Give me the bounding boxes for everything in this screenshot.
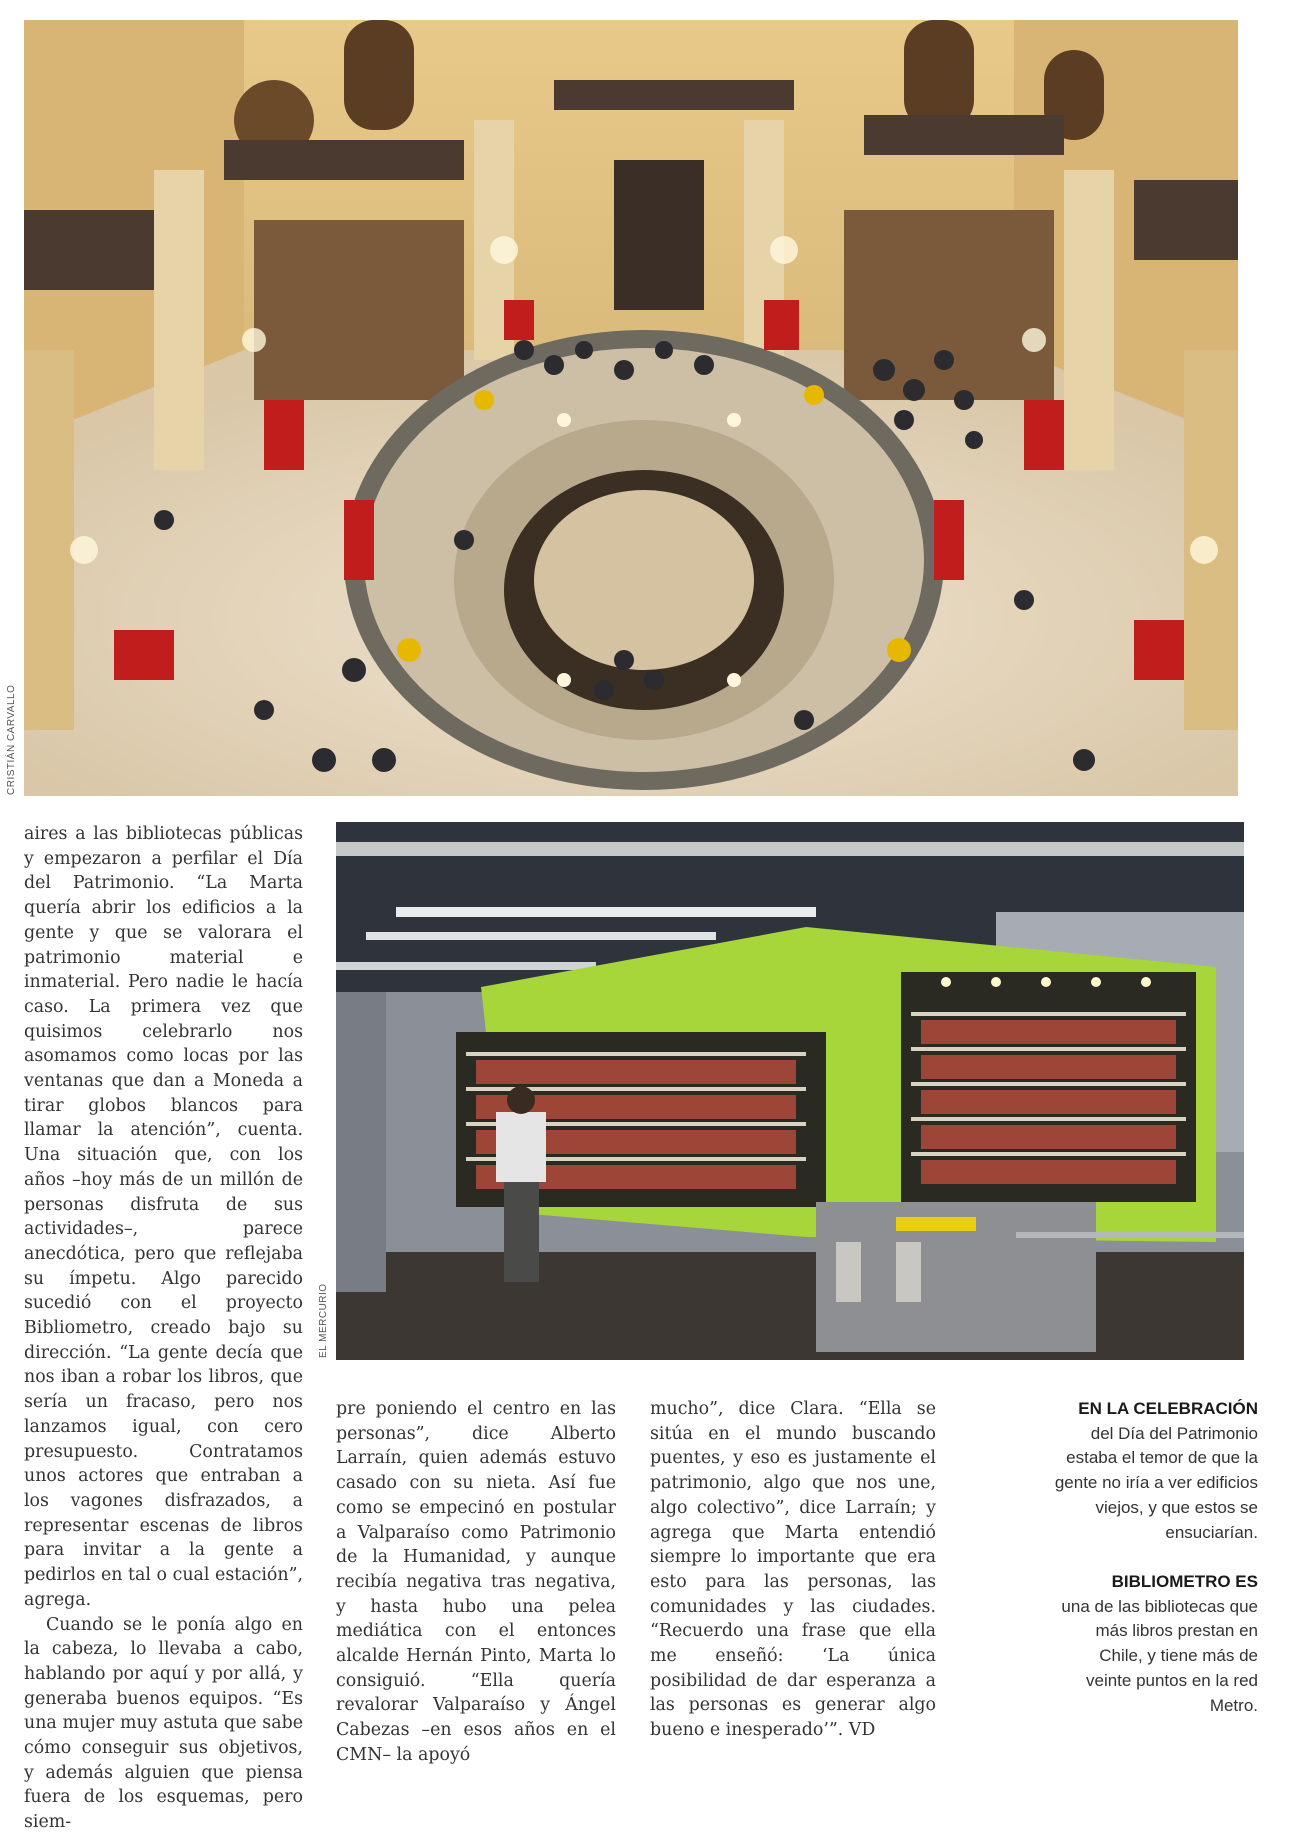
photo-credit-middle: EL MERCURIO <box>318 1283 329 1358</box>
staircase-hall-photo <box>24 20 1238 796</box>
article-column-3 <box>650 1397 936 1743</box>
metro-library-kiosk-photo <box>336 822 1244 1360</box>
caption-body: una de las bibliotecas que más libros prestan en Chile, y tiene más de veinte puntos en la red Metro. <box>1061 1596 1258 1715</box>
caption-heading: BIBLIOMETRO ES <box>1111 1572 1258 1591</box>
article-column-1 <box>24 822 303 1835</box>
caption-celebracion <box>1050 1397 1258 1545</box>
article-paragraph: pre poniendo el centro en las personas”, dice Alberto Larraín, quien además estuvo casado con su nieta. Así fue como se empecinó en postular a Valparaíso como Patrimonio de la Humanidad, y aunque recibía negativa tras negativa, y hasta hubo una pelea mediática con el entonces alcalde Hernán Pinto, Marta lo consiguió. “Ella quería revalorar Valparaíso y Ángel Cabezas –en esos años en el CMN– la apoyó <box>336 1399 616 1765</box>
caption-heading: EN LA CELEBRACIÓN <box>1078 1399 1258 1418</box>
article-paragraph: mucho”, dice Clara. “Ella se sitúa en el mundo buscando puentes, y eso es justamente el patrimonio, algo que nos une, algo colectivo”, dice Larraín; y agrega que Marta entendió siempre lo importante que era esto para las personas, las comunidades y las ciudades. “Recuerdo una frase que ella me enseñó: ‘La única posibilidad de dar esperanza a las personas es generar algo bueno e inesperado’”. VD <box>650 1399 936 1741</box>
article-column-2 <box>336 1397 616 1768</box>
article-paragraph: Cuando se le ponía algo en la cabeza, lo llevaba a cabo, hablando por aquí y por allá, y generaba buenos equipos. “Es una mujer muy astuta que sabe cómo conseguir sus objetivos, y además alguien que piensa fuera de los esquemas, pero siem- <box>24 1614 303 1833</box>
article-paragraph: aires a las bibliotecas públicas y empezaron a perfilar el Día del Patrimonio. “La Marta quería abrir los edificios a la gente y que se valorara el patrimonio material e inmaterial. Pero nadie le hacía caso. La primera vez que quisimos celebrarlo nos asomamos como locas por las ventanas que dan a Moneda a tirar globos blancos para llamar la atención”, cuenta. Una situación que, con los años –hoy más de un millón de personas disfruta de sus actividades–, parece anecdótica, pero que reflejaba su ímpetu. Algo parecido sucedió con el proyecto Bibliometro, creado bajo su dirección. “La gente decía que nos iban a robar los libros, que sería un fracaso, pero nos lanzamos igual, con cero presupuesto. Contratamos unos actores que entraban a los vagones disfrazados, a representar escenas de libros para invitar a la gente a pedirlos en tal o cual estación”, agrega. <box>24 824 303 1610</box>
photo-credit-top: CRISTIÁN CARVALLO <box>6 684 17 795</box>
caption-body: del Día del Patrimonio estaba el temor de que la gente no iría a ver edificios viejos, y que estos se ensuciarían. <box>1054 1423 1258 1542</box>
caption-bibliometro <box>1050 1570 1258 1718</box>
